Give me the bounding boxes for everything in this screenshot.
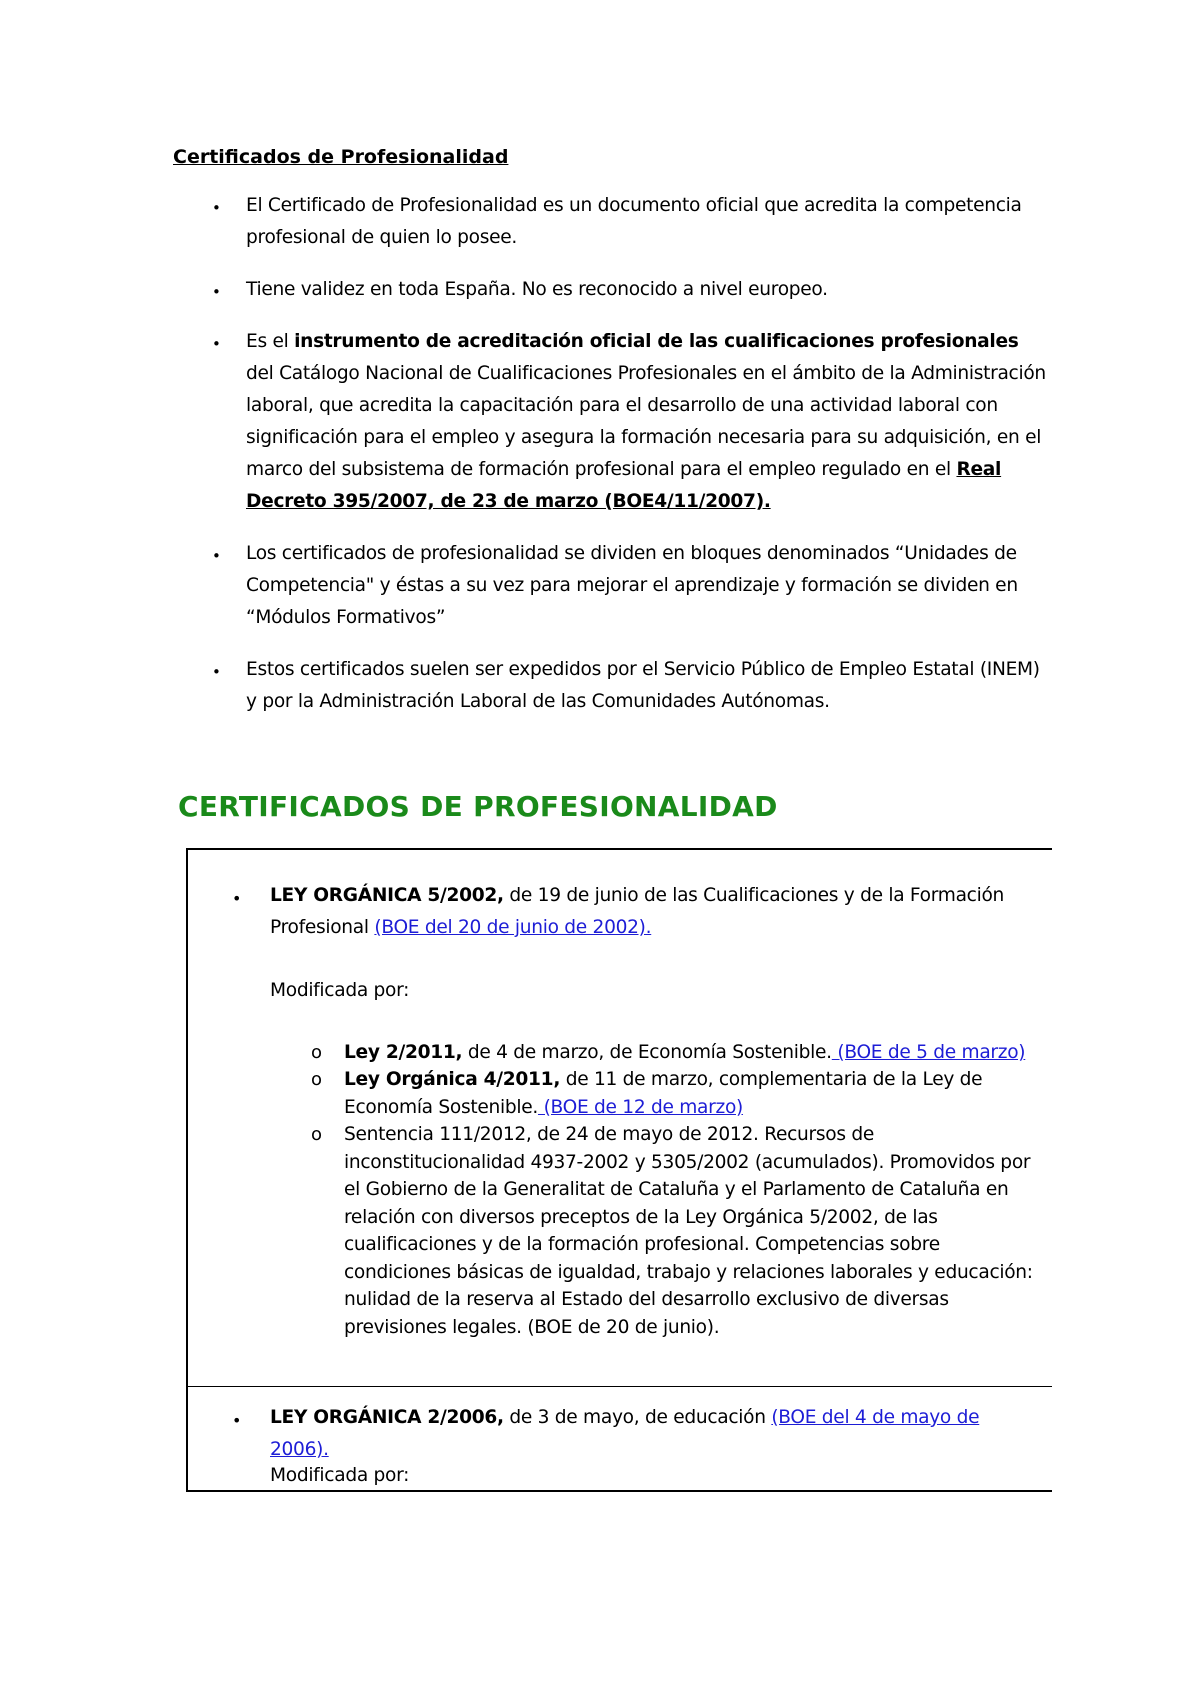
modified-by-label-1: Modificada por: xyxy=(270,980,410,1001)
law-box xyxy=(186,848,1052,1492)
law1-bullet: • xyxy=(232,889,242,908)
sub2-title: Ley Orgánica 4/2011, xyxy=(344,1069,561,1090)
sub3-marker: o xyxy=(311,1124,323,1145)
intro-paragraph-3 xyxy=(246,326,1046,518)
law1-paragraph xyxy=(270,880,1040,944)
sub2-paragraph xyxy=(344,1066,1044,1121)
law2-bullet: • xyxy=(232,1411,242,1430)
sub1-marker: o xyxy=(311,1042,323,1063)
p3-text-1: Es el xyxy=(246,331,295,352)
bullet-1: • xyxy=(212,199,221,217)
section-heading: CERTIFICADOS DE PROFESIONALIDAD xyxy=(178,790,778,823)
law2-boe-link[interactable]: (BOE del 4 de mayo de 2006). xyxy=(270,1407,980,1460)
sub2-marker: o xyxy=(311,1069,323,1090)
bullet-5: • xyxy=(212,663,221,681)
intro-paragraph-5: Estos certificados suelen ser expedidos por el Servicio Público de Empleo Estatal (INEM) y por la Administración Laboral de las Comunidades Autónomas. xyxy=(246,659,1040,712)
bullet-4: • xyxy=(212,547,221,565)
law1-title: LEY ORGÁNICA 5/2002, xyxy=(270,885,504,906)
sub2-boe-link[interactable]: (BOE de 12 de marzo) xyxy=(537,1096,743,1118)
law2-text: de 3 de mayo, de educación xyxy=(503,1407,772,1428)
sub1-title: Ley 2/2011, xyxy=(344,1042,463,1063)
sub1-text: de 4 de marzo, de Economía Sostenible. xyxy=(462,1042,832,1063)
sub1-boe-link[interactable]: (BOE de 5 de marzo) xyxy=(831,1042,1026,1063)
intro-heading: Certificados de Profesionalidad xyxy=(173,146,509,168)
p3-text-2: del Catálogo Nacional de Cualificaciones Profesionales en el ámbito de la Administración laboral, que acredita la capacitación para el desarrollo de una actividad laboral con significación para el empleo y asegura la formación necesaria para su adquisición, en el marco del subsistema de formación profesional para el empleo regulado en el xyxy=(246,363,1046,480)
intro-paragraph-1: El Certificado de Profesionalidad es un documento oficial que acredita la competencia profesional de quien lo posee. xyxy=(246,195,1022,248)
real-decreto-link[interactable]: Real Decreto 395/2007, de 23 de marzo (BOE4/11/2007). xyxy=(246,459,1002,512)
law1-boe-link[interactable]: (BOE del 20 de junio de 2002). xyxy=(374,917,652,938)
modified-by-label-2: Modificada por: xyxy=(270,1465,410,1486)
law2-title: LEY ORGÁNICA 2/2006, xyxy=(270,1407,504,1428)
p3-bold-text: instrumento de acreditación oficial de las cualificaciones profesionales xyxy=(294,331,1019,352)
law2-paragraph xyxy=(270,1402,1040,1466)
intro-paragraph-4: Los certificados de profesionalidad se dividen en bloques denominados “Unidades de Competencia" y éstas a su vez para mejorar el aprendizaje y formación se dividen en “Módulos Formativos” xyxy=(246,543,1018,628)
law1-text: de 19 de junio de las Cualificaciones y de la Formación Profesional xyxy=(270,885,1005,938)
intro-paragraph-2: Tiene validez en toda España. No es reconocido a nivel europeo. xyxy=(246,279,828,300)
bullet-3: • xyxy=(212,335,221,353)
sub3-paragraph: Sentencia 111/2012, de 24 de mayo de 2012. Recursos de inconstitucionalidad 4937-2002 y 5305/2002 (acumulados). Promovidos por el Gobierno de la Generalitat de Cataluña y el Parlamento de Cataluña en relación con diversos preceptos de la Ley Orgánica 5/2002, de las cualificaciones y de la formación profesional. Competencias sobre condiciones básicas de igualdad, trabajo y relaciones laborales y educación: nulidad de la reserva al Estado del desarrollo exclusivo de diversas previsiones legales. (BOE de 20 de junio). xyxy=(344,1124,1033,1338)
bullet-2: • xyxy=(212,283,221,301)
sub2-text: de 11 de marzo, complementaria de la Ley de Economía Sostenible. xyxy=(344,1069,983,1118)
box-divider xyxy=(188,1386,1052,1387)
sub1-paragraph xyxy=(344,1039,1044,1067)
